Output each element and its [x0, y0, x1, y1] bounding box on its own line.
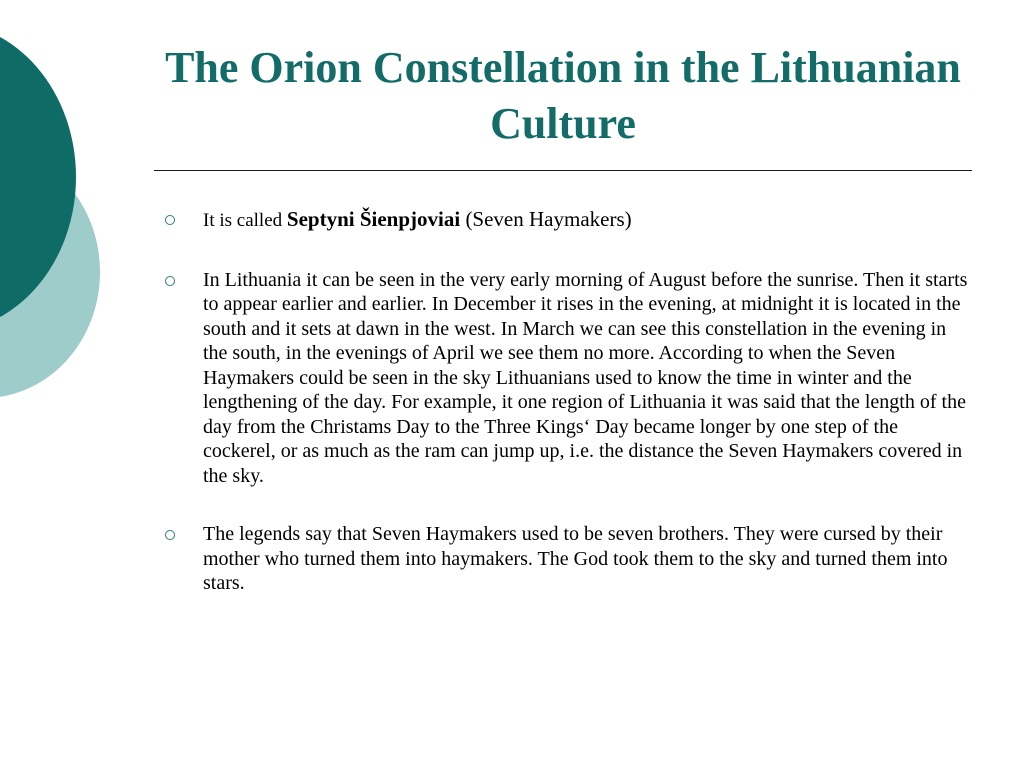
title-divider [154, 170, 972, 171]
bullet-item-legend [162, 522, 970, 596]
slide-title: The Orion Constellation in the Lithuanian Culture [165, 43, 961, 148]
circle-bullet-icon [165, 215, 175, 225]
bullet-text: The legends say that Seven Haymakers used to be seven brothers. They were cursed by their mother who turned them into haymakers. The God took them to the sky and turned them into stars. [203, 523, 948, 594]
bullet-rest-text: (Seven Haymakers) [460, 207, 632, 231]
circle-bullet-icon [165, 530, 175, 540]
circle-bullet-icon [165, 276, 175, 286]
bullet-item-visibility [162, 268, 970, 489]
bullet-intro-text: It is called [203, 210, 287, 231]
bullet-item-name [162, 207, 970, 234]
bullet-emphasis-text: Septyni Šienpjoviai [286, 207, 461, 231]
bullet-list [162, 207, 970, 596]
bullet-text: In Lithuania it can be seen in the very early morning of August before the sunrise. Then it starts to appear earlier and earlier. In December it rises in the evening, at midnight it is located in the south and it sets at dawn in the west. In March we can see this constellation in the evening in the south, in the evenings of April we see them no more. According to when the Seven Haymakers could be seen in the sky Lithuanians used to know the time in winter and the lengthening of the day. For example, it one region of Lithuania it was said that the length of the day from the Christams Day to the Three Kings‘ Day became longer by one step of the cockerel, or as much as the ram can jump up, i.e. the distance the Seven Haymakers covered in the sky. [203, 268, 968, 487]
